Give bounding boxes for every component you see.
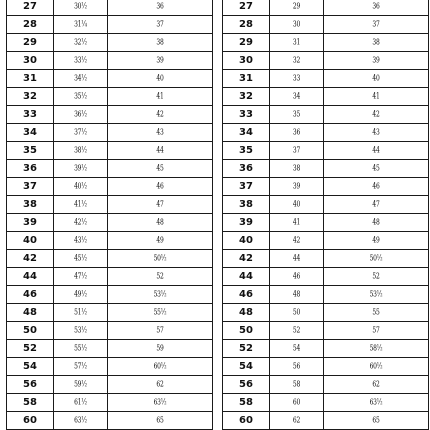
measure-cell-text: 31 <box>292 37 301 47</box>
measure-cell <box>108 52 213 70</box>
measure-cell <box>324 232 429 250</box>
table-row <box>223 124 429 142</box>
measure-cell <box>270 394 324 412</box>
size-cell: 31 <box>7 70 54 88</box>
table-row <box>223 340 429 358</box>
measure-cell <box>54 214 108 232</box>
size-cell: 60 <box>223 412 270 430</box>
measure-cell <box>270 376 324 394</box>
measure-cell <box>54 376 108 394</box>
measure-cell <box>54 178 108 196</box>
measure-cell-text: 30 <box>292 19 301 29</box>
measure-cell <box>270 232 324 250</box>
measure-cell <box>54 394 108 412</box>
size-cell: 48 <box>7 304 54 322</box>
measure-cell-text: 37 <box>292 145 301 155</box>
measure-cell <box>270 88 324 106</box>
table-row <box>7 358 213 376</box>
measure-cell <box>270 124 324 142</box>
measure-cell-text: 65 <box>156 415 164 425</box>
size-cell: 33 <box>7 106 54 124</box>
table-row <box>7 0 213 16</box>
measure-cell-text: 62 <box>372 379 380 389</box>
table-row <box>7 16 213 34</box>
measure-cell <box>324 34 429 52</box>
measure-cell <box>108 376 213 394</box>
measure-cell <box>324 268 429 286</box>
size-cell: 38 <box>223 196 270 214</box>
size-cell: 28 <box>7 16 54 34</box>
measure-cell-text: 56 <box>292 361 301 371</box>
measure-cell <box>324 376 429 394</box>
measure-cell <box>108 34 213 52</box>
measure-cell-text: 59½ <box>74 379 87 389</box>
size-cell: 46 <box>7 286 54 304</box>
measure-cell-text: 40½ <box>74 181 87 191</box>
measure-cell <box>324 0 429 16</box>
measure-cell <box>54 0 108 16</box>
measure-cell <box>270 268 324 286</box>
table-row <box>7 412 213 430</box>
measure-cell-text: 45½ <box>74 253 87 263</box>
table-row <box>223 376 429 394</box>
measure-cell <box>54 304 108 322</box>
measure-cell-text: 44 <box>156 145 164 155</box>
measure-cell <box>270 250 324 268</box>
table-row <box>7 376 213 394</box>
measure-cell-text: 60 <box>292 397 301 407</box>
table-row <box>223 250 429 268</box>
measure-cell-text: 60½ <box>153 361 167 371</box>
measure-cell-text: 35 <box>292 109 301 119</box>
size-cell: 29 <box>7 34 54 52</box>
measure-cell <box>270 214 324 232</box>
measure-cell <box>54 16 108 34</box>
measure-cell-text: 55½ <box>153 307 167 317</box>
measure-cell-text: 38 <box>372 37 380 47</box>
table-row <box>223 0 429 16</box>
measure-cell-text: 37 <box>156 19 164 29</box>
measure-cell-text: 65 <box>372 415 380 425</box>
measure-cell <box>108 358 213 376</box>
measure-cell <box>108 196 213 214</box>
measure-cell <box>108 412 213 430</box>
measure-cell <box>108 178 213 196</box>
measure-cell <box>108 232 213 250</box>
measure-cell-text: 52 <box>156 271 164 281</box>
table-row <box>7 124 213 142</box>
measure-cell-text: 42 <box>156 109 164 119</box>
measure-cell-text: 44 <box>292 253 301 263</box>
measure-cell <box>108 268 213 286</box>
table-row <box>7 322 213 340</box>
measure-cell <box>324 412 429 430</box>
size-cell: 39 <box>223 214 270 232</box>
table-row <box>223 268 429 286</box>
table-row <box>223 16 429 34</box>
measure-cell-text: 58 <box>292 379 301 389</box>
size-cell: 28 <box>223 16 270 34</box>
measure-cell <box>54 196 108 214</box>
measure-cell-text: 49 <box>156 235 164 245</box>
measure-cell <box>108 16 213 34</box>
measure-cell <box>54 70 108 88</box>
table-row <box>223 52 429 70</box>
measure-cell-text: 47 <box>372 199 380 209</box>
measure-cell <box>108 124 213 142</box>
measure-cell <box>270 52 324 70</box>
measure-cell-text: 40 <box>292 199 301 209</box>
measure-cell <box>108 0 213 16</box>
size-cell: 33 <box>223 106 270 124</box>
size-cell: 60 <box>7 412 54 430</box>
measure-cell <box>324 250 429 268</box>
table-row <box>223 106 429 124</box>
table-row <box>7 304 213 322</box>
table-row <box>7 178 213 196</box>
measure-cell-text: 46 <box>292 271 301 281</box>
size-cell: 34 <box>7 124 54 142</box>
table-row <box>223 412 429 430</box>
measure-cell-text: 46 <box>372 181 380 191</box>
measure-cell <box>324 70 429 88</box>
measure-cell <box>54 268 108 286</box>
size-cell: 37 <box>7 178 54 196</box>
measure-cell <box>324 322 429 340</box>
measure-cell <box>108 340 213 358</box>
table-row <box>223 304 429 322</box>
size-cell: 58 <box>223 394 270 412</box>
measure-cell-text: 57 <box>372 325 380 335</box>
measure-cell-text: 58½ <box>369 343 383 353</box>
measure-cell <box>324 52 429 70</box>
size-cell: 50 <box>7 322 54 340</box>
size-cell: 30 <box>7 52 54 70</box>
measure-cell-text: 51½ <box>74 307 87 317</box>
measure-cell <box>54 124 108 142</box>
size-cell: 42 <box>223 250 270 268</box>
table-row <box>223 88 429 106</box>
table-row <box>7 286 213 304</box>
table-row <box>223 70 429 88</box>
measure-cell <box>54 358 108 376</box>
measure-cell-text: 49 <box>372 235 380 245</box>
measure-cell <box>54 106 108 124</box>
measure-cell-text: 39½ <box>74 163 87 173</box>
size-table-left-body <box>7 0 213 430</box>
size-cell: 37 <box>223 178 270 196</box>
measure-cell-text: 52 <box>292 325 301 335</box>
measure-cell-text: 55 <box>372 307 380 317</box>
table-row <box>7 196 213 214</box>
measure-cell-text: 57 <box>156 325 164 335</box>
measure-cell-text: 41½ <box>74 199 87 209</box>
measure-cell-text: 47½ <box>74 271 87 281</box>
measure-cell-text: 33½ <box>74 55 87 65</box>
measure-cell <box>108 70 213 88</box>
measure-cell <box>270 358 324 376</box>
measure-cell <box>108 394 213 412</box>
measure-cell <box>54 250 108 268</box>
table-row <box>223 394 429 412</box>
measure-cell-text: 42 <box>372 109 380 119</box>
table-row <box>223 286 429 304</box>
measure-cell-text: 42½ <box>74 217 87 227</box>
measure-cell <box>324 160 429 178</box>
measure-cell-text: 32½ <box>74 37 87 47</box>
measure-cell <box>270 16 324 34</box>
measure-cell-text: 43 <box>372 127 380 137</box>
measure-cell-text: 55½ <box>74 343 87 353</box>
measure-cell-text: 41 <box>156 91 164 101</box>
measure-cell-text: 63½ <box>153 397 167 407</box>
measure-cell-text: 36 <box>156 1 164 11</box>
measure-cell <box>324 304 429 322</box>
measure-cell <box>270 70 324 88</box>
table-row <box>223 214 429 232</box>
size-cell: 34 <box>223 124 270 142</box>
measure-cell-text: 52 <box>372 271 380 281</box>
measure-cell-text: 49½ <box>74 289 87 299</box>
measure-cell <box>324 214 429 232</box>
measure-cell <box>324 358 429 376</box>
table-row <box>223 160 429 178</box>
measure-cell-text: 40 <box>372 73 380 83</box>
measure-cell-text: 40 <box>156 73 164 83</box>
measure-cell <box>324 178 429 196</box>
measure-cell <box>54 142 108 160</box>
size-cell: 54 <box>223 358 270 376</box>
measure-cell-text: 53½ <box>369 289 383 299</box>
measure-cell <box>270 106 324 124</box>
measure-cell <box>54 52 108 70</box>
measure-cell <box>108 106 213 124</box>
measure-cell-text: 41 <box>372 91 380 101</box>
size-cell: 48 <box>223 304 270 322</box>
table-row <box>223 142 429 160</box>
size-cell: 44 <box>7 268 54 286</box>
size-table-right <box>222 0 429 430</box>
size-cell: 30 <box>223 52 270 70</box>
measure-cell-text: 42 <box>292 235 301 245</box>
measure-cell-text: 31¼ <box>74 19 87 29</box>
size-cell: 50 <box>223 322 270 340</box>
size-cell: 56 <box>7 376 54 394</box>
measure-cell <box>270 412 324 430</box>
measure-cell-text: 45 <box>372 163 380 173</box>
measure-cell-text: 34½ <box>74 73 87 83</box>
table-row <box>7 142 213 160</box>
measure-cell <box>54 34 108 52</box>
measure-cell-text: 39 <box>292 181 301 191</box>
measure-cell-text: 53½ <box>74 325 87 335</box>
table-row <box>7 70 213 88</box>
measure-cell <box>270 160 324 178</box>
size-cell: 36 <box>223 160 270 178</box>
size-cell: 38 <box>7 196 54 214</box>
size-cell: 40 <box>7 232 54 250</box>
measure-cell-text: 33 <box>292 73 301 83</box>
measure-cell-text: 48 <box>372 217 380 227</box>
measure-cell-text: 63½ <box>74 415 87 425</box>
measure-cell-text: 50½ <box>153 253 167 263</box>
measure-cell-text: 60½ <box>369 361 383 371</box>
measure-cell <box>270 0 324 16</box>
measure-cell-text: 62 <box>156 379 164 389</box>
table-row <box>7 340 213 358</box>
measure-cell-text: 59 <box>156 343 164 353</box>
table-row <box>7 214 213 232</box>
size-cell: 27 <box>7 0 54 16</box>
size-cell: 36 <box>7 160 54 178</box>
table-row <box>7 250 213 268</box>
measure-cell-text: 39 <box>372 55 380 65</box>
measure-cell <box>54 340 108 358</box>
measure-cell <box>54 232 108 250</box>
measure-cell-text: 63½ <box>369 397 383 407</box>
table-row <box>223 178 429 196</box>
table-row <box>7 34 213 52</box>
measure-cell-text: 36 <box>292 127 301 137</box>
measure-cell <box>54 88 108 106</box>
measure-cell <box>108 142 213 160</box>
size-cell: 56 <box>223 376 270 394</box>
measure-cell <box>324 124 429 142</box>
measure-cell <box>324 106 429 124</box>
measure-cell <box>270 322 324 340</box>
measure-cell <box>108 88 213 106</box>
measure-cell <box>108 286 213 304</box>
size-table-right-body <box>223 0 429 430</box>
measure-cell <box>54 160 108 178</box>
measure-cell <box>270 196 324 214</box>
measure-cell-text: 48 <box>156 217 164 227</box>
measure-cell-text: 48 <box>292 289 301 299</box>
size-cell: 40 <box>223 232 270 250</box>
measure-cell-text: 54 <box>292 343 301 353</box>
table-row <box>223 34 429 52</box>
measure-cell-text: 32 <box>292 55 301 65</box>
measure-cell-text: 47 <box>156 199 164 209</box>
measure-cell-text: 29 <box>292 1 301 11</box>
size-cell: 39 <box>7 214 54 232</box>
table-row <box>223 196 429 214</box>
size-table-left <box>6 0 213 430</box>
measure-cell <box>270 34 324 52</box>
measure-cell-text: 34 <box>292 91 301 101</box>
measure-cell <box>270 178 324 196</box>
size-cell: 44 <box>223 268 270 286</box>
measure-cell <box>324 394 429 412</box>
measure-cell <box>54 322 108 340</box>
size-cell: 31 <box>223 70 270 88</box>
size-cell: 32 <box>223 88 270 106</box>
measure-cell-text: 41 <box>292 217 301 227</box>
table-row <box>7 106 213 124</box>
size-cell: 58 <box>7 394 54 412</box>
size-cell: 27 <box>223 0 270 16</box>
size-cell: 32 <box>7 88 54 106</box>
size-cell: 35 <box>223 142 270 160</box>
table-row <box>7 232 213 250</box>
measure-cell <box>270 304 324 322</box>
measure-cell-text: 36 <box>372 1 380 11</box>
size-cell: 29 <box>223 34 270 52</box>
measure-cell <box>108 322 213 340</box>
measure-cell <box>324 196 429 214</box>
measure-cell <box>54 286 108 304</box>
table-row <box>7 52 213 70</box>
measure-cell-text: 44 <box>372 145 380 155</box>
table-row <box>7 394 213 412</box>
measure-cell-text: 53½ <box>153 289 167 299</box>
measure-cell <box>324 142 429 160</box>
measure-cell <box>270 286 324 304</box>
measure-cell-text: 50½ <box>369 253 383 263</box>
table-row <box>7 88 213 106</box>
table-row <box>7 160 213 178</box>
measure-cell-text: 57½ <box>74 361 87 371</box>
size-cell: 46 <box>223 286 270 304</box>
table-row <box>223 358 429 376</box>
table-row <box>223 232 429 250</box>
table-row <box>7 268 213 286</box>
measure-cell <box>108 304 213 322</box>
size-cell: 52 <box>223 340 270 358</box>
measure-cell <box>108 250 213 268</box>
size-cell: 52 <box>7 340 54 358</box>
measure-cell <box>324 16 429 34</box>
measure-cell-text: 50 <box>292 307 301 317</box>
measure-cell-text: 45 <box>156 163 164 173</box>
table-row <box>223 322 429 340</box>
measure-cell-text: 38 <box>292 163 301 173</box>
measure-cell <box>54 412 108 430</box>
measure-cell-text: 61½ <box>74 397 87 407</box>
measure-cell-text: 46 <box>156 181 164 191</box>
measure-cell-text: 62 <box>292 415 301 425</box>
measure-cell-text: 37 <box>372 19 380 29</box>
measure-cell-text: 38½ <box>74 145 87 155</box>
size-cell: 54 <box>7 358 54 376</box>
measure-cell-text: 35½ <box>74 91 87 101</box>
measure-cell <box>324 286 429 304</box>
size-cell: 35 <box>7 142 54 160</box>
measure-cell-text: 37½ <box>74 127 87 137</box>
measure-cell <box>270 142 324 160</box>
measure-cell-text: 43 <box>156 127 164 137</box>
measure-cell <box>324 340 429 358</box>
measure-cell-text: 39 <box>156 55 164 65</box>
measure-cell <box>108 214 213 232</box>
measure-cell-text: 36½ <box>74 109 87 119</box>
measure-cell-text: 43½ <box>74 235 87 245</box>
size-cell: 42 <box>7 250 54 268</box>
measure-cell-text: 38 <box>156 37 164 47</box>
measure-cell <box>270 340 324 358</box>
measure-cell <box>324 88 429 106</box>
measure-cell <box>108 160 213 178</box>
measure-cell-text: 30½ <box>74 1 87 11</box>
